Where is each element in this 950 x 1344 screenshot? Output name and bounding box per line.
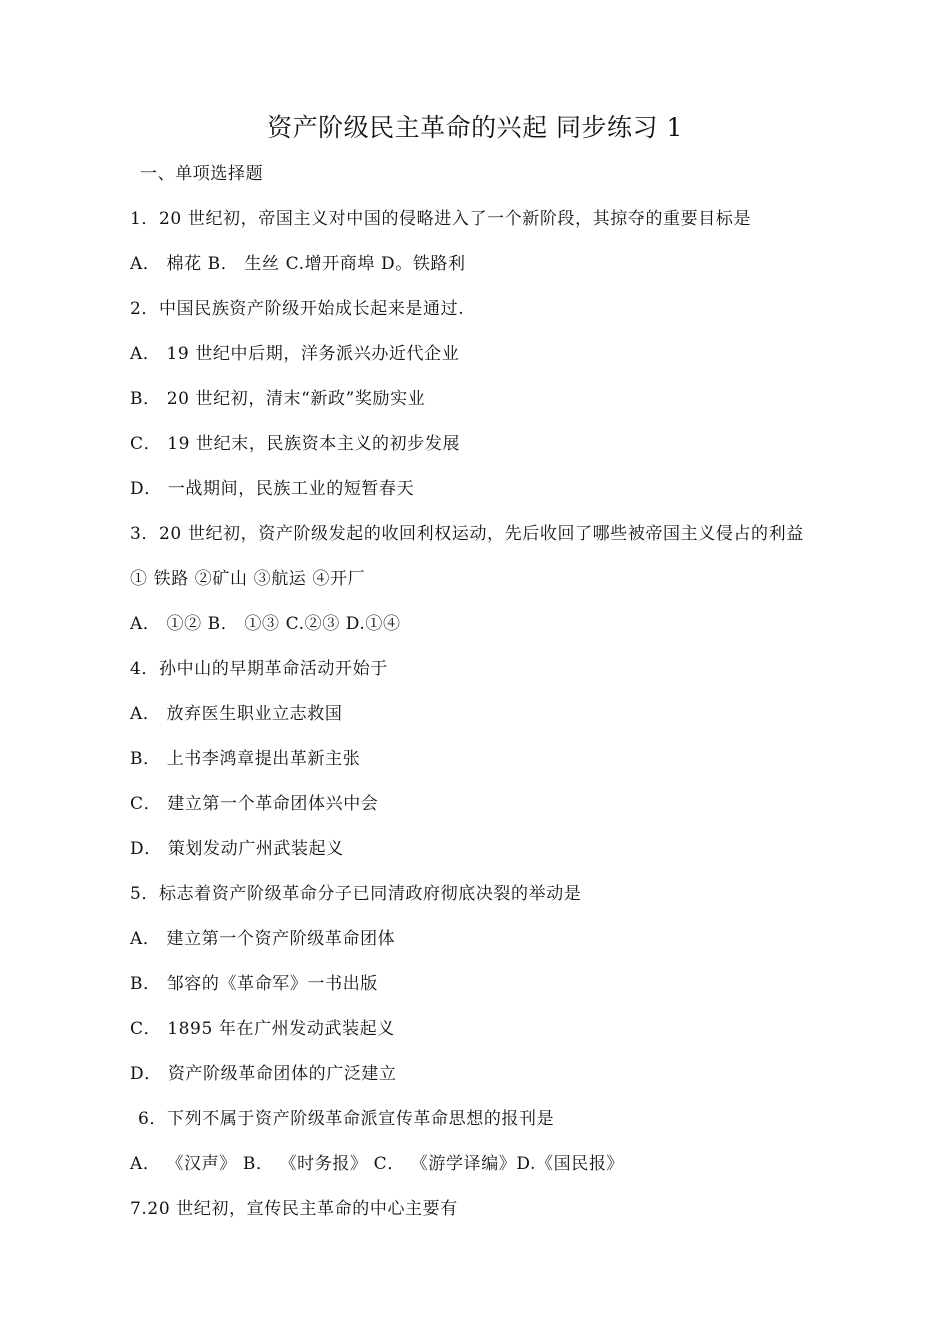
question-6: 6．下列不属于资产阶级革命派宣传革命思想的报刊是 <box>138 1109 555 1129</box>
question-2: 2．中国民族资产阶级开始成长起来是通过. <box>130 299 465 319</box>
question-3-options: A． ①② B． ①③ C.②③ D.①④ <box>130 614 401 634</box>
question-5-option-c: C． 1895 年在广州发动武装起义 <box>130 1019 395 1039</box>
question-4-option-c: C． 建立第一个革命团体兴中会 <box>130 794 379 814</box>
question-2-option-b: B． 20 世纪初，清末“新政”奖励实业 <box>130 389 426 409</box>
question-5-option-a: A． 建立第一个资产阶级革命团体 <box>130 929 396 949</box>
question-4-option-d: D． 策划发动广州武装起义 <box>130 839 344 859</box>
question-5-option-d: D． 资产阶级革命团体的广泛建立 <box>130 1064 397 1084</box>
question-4: 4．孙中山的早期革命活动开始于 <box>130 659 388 679</box>
question-6-options: A． 《汉声》 B． 《时务报》 C． 《游学译编》D.《国民报》 <box>130 1154 625 1174</box>
question-1-options: A． 棉花 B． 生丝 C.增开商埠 D。铁路利 <box>130 254 466 274</box>
question-2-option-d: D． 一战期间，民族工业的短暂春天 <box>130 479 415 499</box>
question-7: 7.20 世纪初，宣传民主革命的中心主要有 <box>130 1199 458 1219</box>
question-4-option-a: A． 放弃医生职业立志救国 <box>130 704 343 724</box>
question-2-option-a: A． 19 世纪中后期，洋务派兴办近代企业 <box>130 344 460 364</box>
question-3-items: ① 铁路 ②矿山 ③航运 ④开厂 <box>130 569 366 589</box>
page-title: 资产阶级民主革命的兴起 同步练习 1 <box>267 113 683 142</box>
question-5: 5．标志着资产阶级革命分子已同清政府彻底决裂的举动是 <box>130 884 582 904</box>
section-heading: 一、单项选择题 <box>140 164 264 184</box>
question-4-option-b: B． 上书李鸿章提出革新主张 <box>130 749 361 769</box>
question-3: 3．20 世纪初，资产阶级发起的收回利权运动，先后收回了哪些被帝国主义侵占的利益 <box>130 524 804 544</box>
question-1: 1．20 世纪初，帝国主义对中国的侵略进入了一个新阶段，其掠夺的重要目标是 <box>130 209 752 229</box>
question-5-option-b: B． 邹容的《革命军》一书出版 <box>130 974 378 994</box>
question-2-option-c: C． 19 世纪末，民族资本主义的初步发展 <box>130 434 461 454</box>
